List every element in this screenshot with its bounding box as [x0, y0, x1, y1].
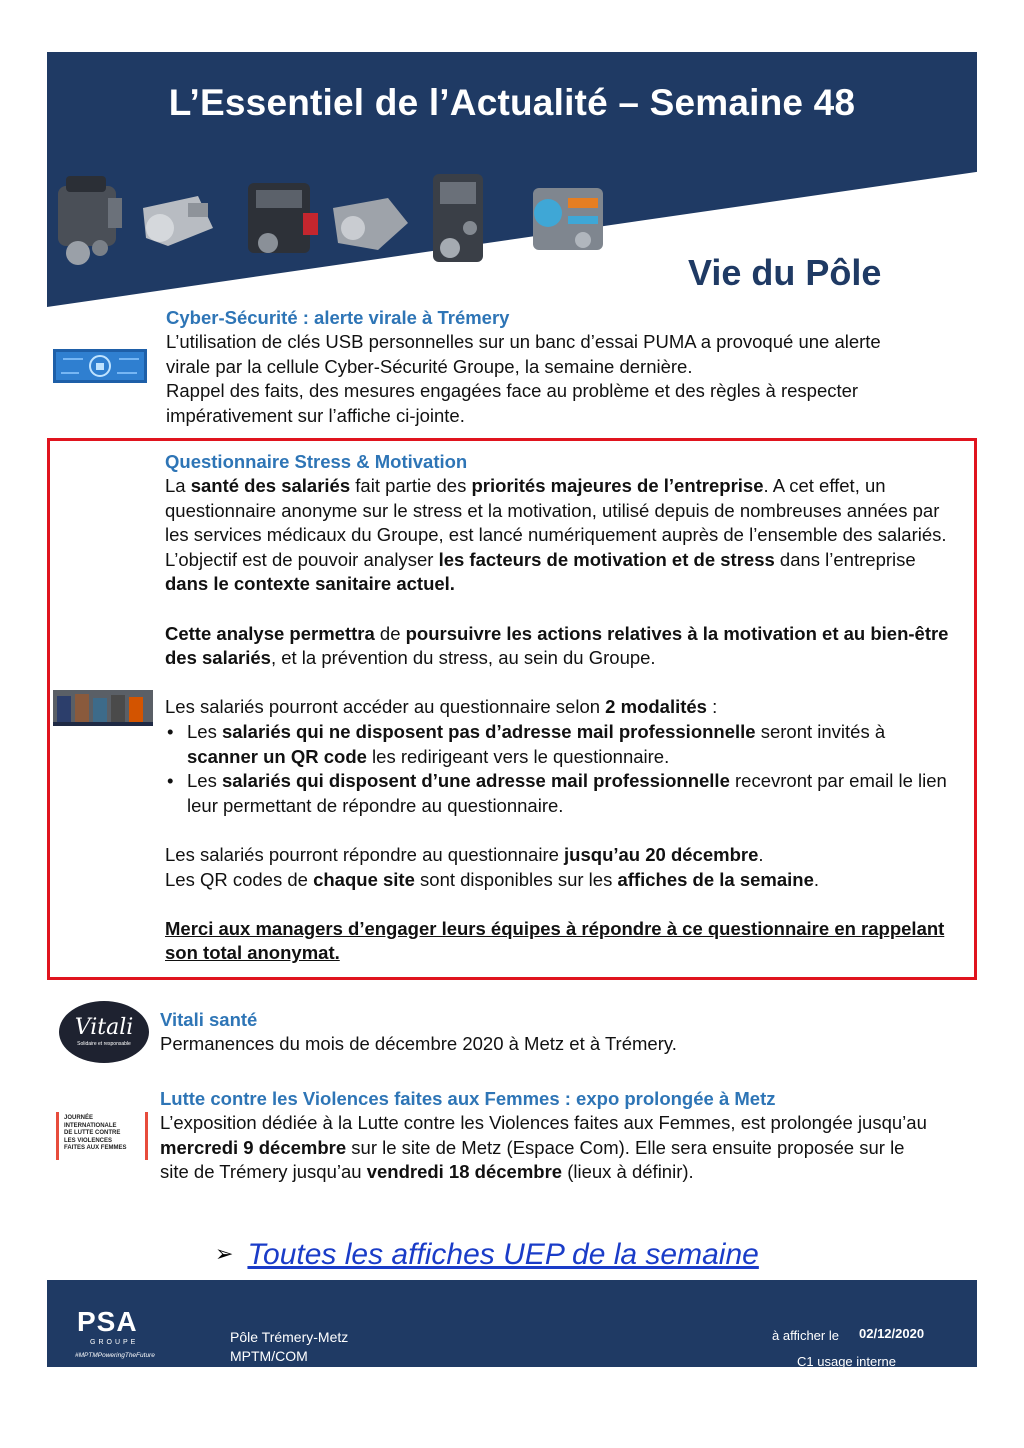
engine-image-5	[433, 174, 483, 262]
article-vitali-text: Permanences du mois de décembre 2020 à Metz et à Trémery.	[160, 1033, 677, 1054]
arrow-bullet-icon: ➢	[215, 1241, 234, 1266]
engine-image-6	[533, 188, 603, 250]
article-vitali-title: Vitali santé	[160, 1009, 258, 1030]
lutte-logo-line-4: FAITES AUX FEMMES	[64, 1145, 127, 1151]
footer-classification: C1 usage interne	[797, 1354, 897, 1369]
article-cyber-line-2: virale par la cellule Cyber-Sécurité Groupe, la semaine dernière.	[166, 355, 693, 377]
article-cyber-line-3: Rappel des faits, des mesures engagées face au problème et des règles à respecter	[166, 380, 859, 402]
posters-link-line	[215, 1238, 759, 1272]
article-stress	[165, 450, 955, 966]
engine-image-4	[333, 198, 408, 250]
stress-bullet-2: • Les salariés qui disposent d’une adresse mail professionnelle recevront par email le lien leur permettant de répondre au questionnaire.	[165, 769, 955, 818]
engine-image-2	[143, 196, 213, 246]
stress-paragraph-2: Cette analyse permettra de poursuivre les actions relatives à la motivation et au bien-être des salariés, et la prévention du stress, au sein du Groupe.	[165, 622, 949, 669]
psa-logo-groupe: GROUPE	[90, 1339, 139, 1346]
cyber-thumbnail	[53, 349, 147, 383]
vitali-logo-subtext: Solidaire et responsable	[77, 1041, 131, 1047]
lutte-logo-line-1: JOURNÉE INTERNATIONALE	[64, 1115, 117, 1129]
article-lutte	[160, 1087, 935, 1185]
stress-paragraph-4: Les salariés pourront répondre au questionnaire jusqu’au 20 décembre. Les QR codes de chaque site sont disponibles sur les affiches de la semaine.	[165, 843, 820, 890]
article-lutte-title: Lutte contre les Violences faites aux Femmes : expo prolongée à Metz	[160, 1088, 776, 1109]
article-lutte-text: L’exposition dédiée à la Lutte contre les Violences faites aux Femmes, est prolongée jusqu’au mercredi 9 décembre sur le site de Metz (Espace Com). Elle sera ensuite proposée sur le site de Trémery jusqu’au vendredi 18 décembre (lieux à définir).	[160, 1112, 927, 1183]
footer	[47, 1280, 977, 1367]
footer-site-line-1: Pôle Trémery-Metz	[230, 1329, 349, 1345]
footer-date-label: à afficher le	[772, 1328, 839, 1343]
posters-link[interactable]: Toutes les affiches UEP de la semaine	[247, 1238, 759, 1271]
article-cyber-line-4: impérativement sur l’affiche ci-jointe.	[166, 404, 465, 426]
footer-site-line-2: MPTM/COM	[230, 1348, 308, 1364]
lutte-logo	[56, 1112, 148, 1160]
article-cyber-line-1: L’utilisation de clés USB personnelles sur un banc d’essai PUMA a provoqué une alerte	[166, 331, 881, 352]
lutte-logo-line-3: LES VIOLENCES	[64, 1137, 113, 1144]
vitali-logo	[59, 1001, 149, 1063]
stress-paragraph-3: Les salariés pourront accéder au questionnaire selon 2 modalités :	[165, 696, 718, 718]
footer-date: 02/12/2020	[859, 1326, 925, 1341]
stress-thumbnail	[53, 690, 153, 726]
section-title: Vie du Pôle	[688, 252, 882, 293]
footer-site	[230, 1328, 348, 1366]
stress-bullet-1: • Les salariés qui ne disposent pas d’adresse mail professionnelle seront invités à scanner un QR code les redirigeant vers le questionnaire.	[165, 720, 955, 769]
page-title: L’Essentiel de l’Actualité – Semaine 48	[168, 82, 856, 123]
lutte-logo-line-2: DE LUTTE CONTRE	[64, 1130, 121, 1136]
psa-logo: PSA	[77, 1306, 138, 1337]
article-cyber-title: Cyber-Sécurité : alerte virale à Trémery	[166, 307, 510, 328]
footer-hashtag: #MPTMPoweringTheFuture	[75, 1352, 155, 1359]
vitali-logo-text: Vitali	[74, 1015, 134, 1040]
stress-paragraph-5: Merci aux managers d’engager leurs équipes à répondre à ce questionnaire en rappelant son total anonymat.	[165, 917, 945, 964]
article-cyber	[166, 306, 976, 428]
stress-paragraph-1: La santé des salariés fait partie des priorités majeures de l’entreprise. A cet effet, un questionnaire anonyme sur le stress et la motivation, utilisé depuis de nombreuses années par les services médicaux du Groupe, est lancé numériquement auprès de l’ensemble des salariés. L’objectif est de pouvoir analyser les facteurs de motivation et de stress dans l’entreprise dans le contexte sanitaire actuel.	[165, 475, 947, 595]
stress-bullet-list	[165, 720, 955, 818]
article-stress-title: Questionnaire Stress & Motivation	[165, 451, 468, 472]
article-vitali	[160, 1008, 970, 1057]
engines-illustration	[48, 168, 648, 278]
engine-image-3	[248, 183, 318, 253]
engine-image-1	[58, 176, 122, 265]
